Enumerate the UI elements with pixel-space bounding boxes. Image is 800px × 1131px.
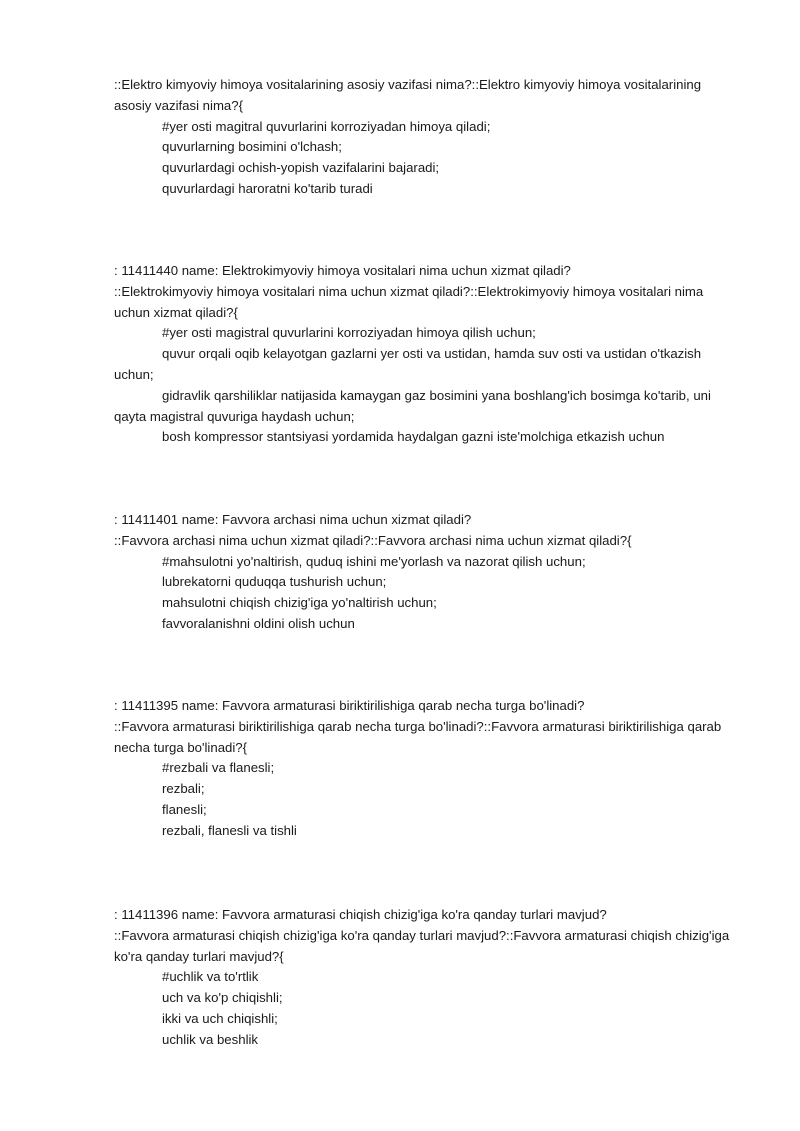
answer-option-correct: #mahsulotni yo'naltirish, quduq ishini me'yorlash va nazorat qilish uchun;: [162, 553, 586, 569]
question-block-3: [114, 510, 734, 635]
answer-option: quvurlardagi ochish-yopish vazifalarini bajaradi;: [162, 160, 440, 176]
question-block-2: [114, 261, 734, 448]
question-stem: ::Favvora archasi nima uchun xizmat qiladi?::Favvora archasi nima uchun xizmat qiladi?{: [114, 532, 632, 548]
answer-option: favvoralanishni oldini olish uchun: [162, 615, 355, 631]
question-stem: ::Favvora armaturasi biriktirilishiga qarab necha turga bo'linadi?::Favvora armaturasi biriktirilishiga qarab necha turga bo'linadi?{: [114, 718, 722, 755]
answer-option: ikki va uch chiqishli;: [162, 1010, 278, 1026]
answer-option-correct: #rezbali va flanesli;: [162, 760, 275, 776]
question-stem: ::Elektro kimyoviy himoya vositalarining asosiy vazifasi nima?::Elektro kimyoviy himoya vositalarining asosiy vazifasi nima?{: [114, 77, 702, 113]
answer-option: rezbali, flanesli va tishli: [162, 822, 297, 838]
answer-option: gidravlik qarshiliklar natijasida kamaygan gaz bosimini yana boshlang'ich bosimga ko'tarib, uni qayta magistral quvuriga haydash uchun;: [114, 387, 711, 424]
answer-option: rezbali;: [162, 781, 205, 797]
answer-option: quvurlarning bosimini o'lchash;: [162, 139, 342, 155]
question-block-1: [114, 75, 734, 200]
answer-option: lubrekatorni quduqqa tushurish uchun;: [162, 574, 387, 590]
question-block-4: [114, 696, 734, 842]
question-stem: ::Elektrokimyoviy himoya vositalari nima uchun xizmat qiladi?::Elektrokimyoviy himoya vositalari nima uchun xizmat qiladi?{: [114, 283, 704, 320]
answer-option-correct: #yer osti magistral quvurlarini korroziyadan himoya qilish uchun;: [162, 325, 536, 341]
answer-option-correct: #yer osti magitral quvurlarini korroziyadan himoya qiladi;: [162, 118, 491, 134]
question-header: : 11411395 name: Favvora armaturasi biriktirilishiga qarab necha turga bo'linadi?: [114, 698, 585, 713]
answer-option: mahsulotni chiqish chizig'iga yo'naltirish uchun;: [162, 595, 437, 611]
answer-option-correct: #uchlik va to'rtlik: [162, 969, 259, 985]
question-header: : 11411401 name: Favvora archasi nima uchun xizmat qiladi?: [114, 512, 472, 527]
answer-option: quvur orqali oqib kelayotgan gazlarni yer osti va ustidan, hamda suv osti va ustidan o'tkazish uchun;: [114, 346, 702, 382]
answer-option: uch va ko'p chiqishli;: [162, 990, 283, 1006]
answer-option: quvurlardagi haroratni ko'tarib turadi: [162, 180, 373, 196]
answer-option: flanesli;: [162, 801, 207, 817]
question-header: : 11411440 name: Elektrokimyoviy himoya vositalari nima uchun xizmat qiladi?: [114, 263, 571, 278]
answer-option: bosh kompressor stantsiyasi yordamida haydalgan gazni iste'molchiga etkazish uchun: [162, 429, 665, 445]
question-header: : 11411396 name: Favvora armaturasi chiqish chizig'iga ko'ra qanday turlari mavjud?: [114, 907, 607, 922]
question-block-5: [114, 905, 734, 1051]
question-stem: ::Favvora armaturasi chiqish chizig'iga ko'ra qanday turlari mavjud?::Favvora armaturasi chiqish chizig'iga ko'ra qanday turlari mavjud?{: [114, 927, 730, 964]
answer-option: uchlik va beshlik: [162, 1031, 259, 1047]
